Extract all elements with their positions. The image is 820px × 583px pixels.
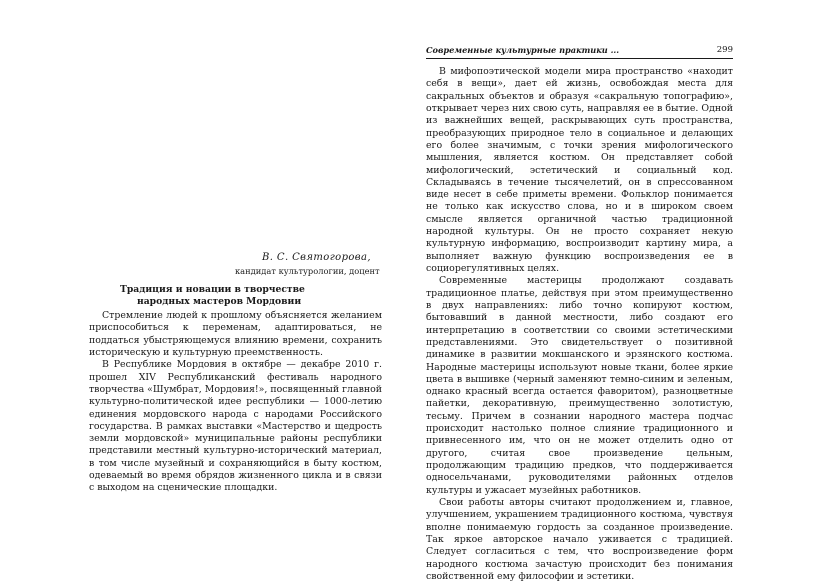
left-body-text — [89, 310, 382, 495]
author-affiliation: кандидат культурологии, доцент — [235, 266, 380, 276]
author-name: В. С. Святогорова, — [262, 252, 371, 263]
paragraph: В мифопоэтической модели мира пространство «находит себя в вещи», дает ей жизнь, освобождая места для сакральных объектов и образуя «сакральную топографию», открывает через них свою суть, направляя ее в бытие. Одной из важнейших вещей, раскрывающих суть пространства, преобразующих природное тело в социальное и делающих его более значимым, с точки зрения мифологического мышления, является костюм. Он представляет собой мифологический, эстетический и социальный код. Складываясь в течение тысячелетий, он в спрессованном виде несет в себе приметы времени. Фольклор понимается не только как искусство слова, но и в широком своем смысле является органичной частью традиционной народной культуры. Он не просто сохраняет некую культурную информацию, воспроизводит картину мира, а выполняет важную функцию воспроизведения ее в социорегулятивных целях. — [426, 66, 733, 274]
right-body-text — [426, 66, 733, 583]
paragraph: Стремление людей к прошлому объясняется желанием приспособиться к переменам, адаптироваться, не поддаться убыстряющемуся влиянию времени, сохранить историческую и культурную преемственность. — [89, 310, 382, 358]
paragraph: В Республике Мордовия в октябре — декабре 2010 г. прошел XIV Республиканский фестиваль народного творчества «Шумбрат, Мордовия!», посвященный главной культурно-политической идее республики — 1000-летию единения мордовского народа с народами Российского государства. В рамках выставки «Мастерство и щедрость земли мордовской» муниципальные районы республики представили местный культурно-исторический материал, в том числе музейный и сохраняющийся в быту костюм, одеваемый во время обрядов жизненного цикла и в связи с выходом на сценические площадки. — [89, 359, 382, 494]
running-header-title: Современные культурные практики ... — [426, 45, 620, 55]
paragraph: Современные мастерицы продолжают создавать традиционное платье, действуя при этом преимущественно в двух направлениях: либо точно копируют костюм, бытовавший в данной местности, либо создают его интерпретацию в соответствии со своими эстетическими представлениями. Это свидетельствует о позитивной динамике в развитии мокшанского и эрзянского костюма. Народные мастерицы используют новые ткани, более яркие цвета в вышивке (черный заменяют темно-синим и зеленым, однако красный всегда остается фаворитом), разноцветные пайетки, декоративную, преимущественно золотистую, тесьму. Причем в сознании народного мастера подчас происходит настолько полное слияние традиционного и привнесенного им, что он не может отделить одно от другого, считая свое произведение цельным, продолжающим традицию предков, что поддерживается односельчанами, руководителями районных отделов культуры и ужасает музейных работников. — [426, 275, 733, 496]
paragraph: Свои работы авторы считают продолжением и, главное, улучшением, украшением традиционного костюма, чувствуя вполне понимаемую гордость за созданное произведение. Так яркое авторское начало уживается с традицией. Следует согласиться с тем, что воспроизведение форм народного костюма зачастую происходит без понимания свойственной ему философии и эстетики. — [426, 496, 733, 582]
left-page — [0, 0, 410, 580]
page-number: 299 — [716, 45, 733, 55]
article-title-line: Традиция и новации в творчестве — [120, 284, 305, 295]
article-title — [120, 284, 320, 308]
running-header — [426, 44, 733, 59]
article-title-line: народных мастеров Мордовии — [137, 296, 302, 307]
